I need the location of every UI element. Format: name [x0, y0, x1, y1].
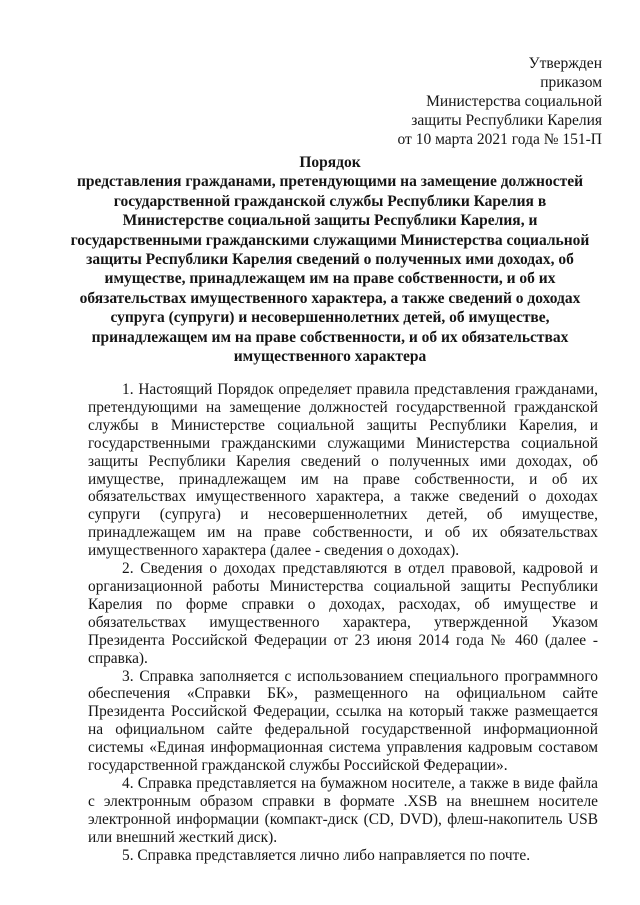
approval-line: от 10 марта 2021 года № 151-П: [397, 131, 602, 148]
document-title: [70, 153, 590, 366]
paragraph-1: 1. Настоящий Порядок определяет правила представления гражданами, претендующими на замещение должностей государственной гражданской службы в Министерстве социальной защиты Республики Карелия, и государственными гражданскими служащими Министерства социальной защиты Республики Карелия сведений о полученных ими доходах, об имуществе, принадлежащем им на праве собственности, и об их обязательствах имущественного характера, а также сведений о доходах супруги (супруга) и несовершеннолетних детей, об имуществе, принадлежащем им на праве собственности, и об их обязательствах имущественного характера (далее - сведения о доходах).: [88, 381, 598, 560]
title-heading: Порядок: [299, 154, 361, 171]
approval-line: Утвержден: [528, 55, 602, 72]
document-body: [88, 381, 598, 864]
approval-line: защиты Республики Карелия: [411, 112, 602, 129]
approval-line: Министерства социальной: [426, 93, 602, 110]
paragraph-5: 5. Справка представляется лично либо направляется по почте.: [122, 846, 531, 864]
paragraph-3: 3. Справка заполняется с использованием специального программного обеспечения «Справки БК», размещенного на официальном сайте Президента Российской Федерации, ссылка на который также размещается на официальном сайте федеральной государственной информационной системы «Единая информационная система управления кадровым составом государственной гражданской службы Российской Федерации».: [88, 667, 598, 775]
title-subtitle: представления гражданами, претендующими на замещение должностей государственной гражданской службы Республики Карелия в Министерстве социальной защиты Республики Карелия, и государственными гражданскими служащими Министерства социальной защиты Республики Карелия сведений о полученных ими доходах, об имуществе, принадлежащем им на праве собственности, и об их обязательствах имущественного характера, а также сведений о доходах супруга (супруги) и несовершеннолетних детей, об имуществе, принадлежащем им на праве собственности, и об их обязательствах имущественного характера: [70, 173, 590, 366]
approval-stamp: [398, 54, 602, 149]
paragraph-4: 4. Справка представляется на бумажном носителе, а также в виде файла с электронным образом справки в формате .XSB на внешнем носителе электронной информации (компакт-диск (CD, DVD), флеш-накопитель USB или внешний жесткий диск).: [88, 774, 598, 846]
paragraph-2: 2. Сведения о доходах представляются в отдел правовой, кадровой и организационной работы Министерства социальной защиты Республики Карелия по форме справки о доходах, расходах, об имуществе и обязательствах имущественного характера, утвержденной Указом Президента Российской Федерации от 23 июня 2014 года № 460 (далее - справка).: [88, 560, 598, 667]
approval-line: приказом: [540, 74, 602, 91]
